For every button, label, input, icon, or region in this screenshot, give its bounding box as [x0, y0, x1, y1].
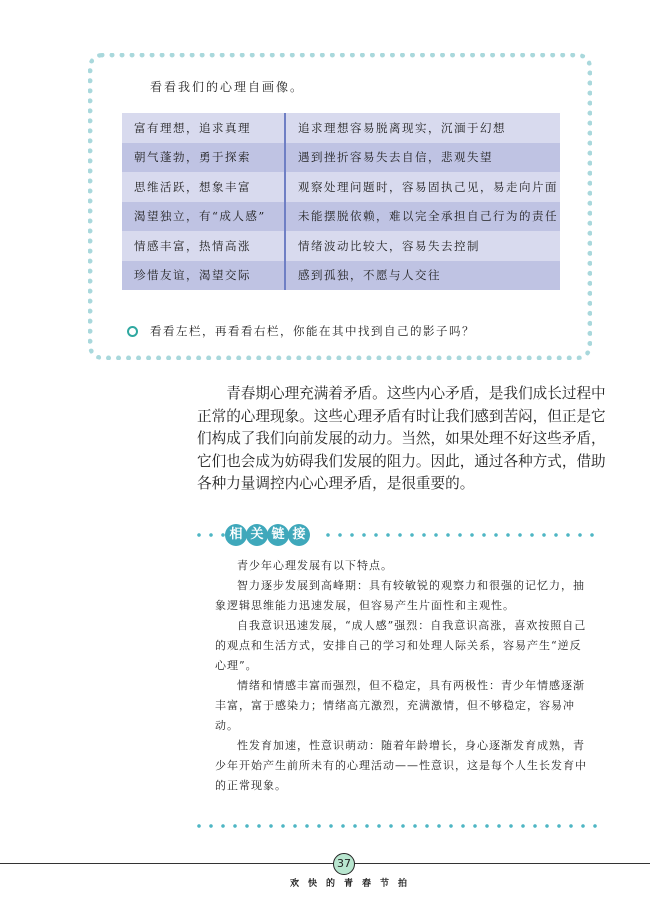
related-links-heading — [225, 524, 309, 546]
table-cell-left: 珍惜友谊，渴望交际 — [122, 261, 285, 291]
reflection-question: 看看左栏，再看看右栏，你能在其中找到自己的影子吗？ — [150, 324, 475, 338]
related-paragraph: 自我意识迅速发展，“成人感”强烈：自我意识高涨，喜欢按照自己的观点和生活方式，安排自己的学习和处理人际关系，容易产生“逆反心理”。 — [215, 619, 587, 672]
table-cell-right: 观察处理问题时，容易固执己见，易走向片面 — [285, 172, 560, 202]
table-row — [122, 202, 560, 232]
table-cell-right: 情绪波动比较大，容易失去控制 — [285, 231, 560, 261]
table-row — [122, 172, 560, 202]
table-row — [122, 113, 560, 143]
table-cell-left: 朝气蓬勃，勇于探索 — [122, 143, 285, 173]
related-paragraph: 青少年心理发展有以下特点。 — [237, 559, 393, 572]
table-cell-right: 未能摆脱依赖，难以完全承担自己行为的责任 — [285, 202, 560, 232]
table-row — [122, 261, 560, 291]
dotted-divider-left — [193, 532, 227, 538]
self-portrait-table — [122, 113, 560, 290]
activity-title: 看看我们的心理自画像。 — [150, 80, 305, 94]
table-cell-right: 感到孤独，不愿与人交往 — [285, 261, 560, 291]
heading-char-badge: 关 — [246, 524, 268, 546]
page-number: 37 — [333, 853, 355, 875]
related-paragraph: 情绪和情感丰富而强烈，但不稳定，具有两极性：青少年情感逐渐丰富，富于感染力；情绪高亢激烈，充满激情，但不够稳定，容易冲动。 — [215, 679, 585, 732]
table-row — [122, 231, 560, 261]
heading-char-badge: 接 — [288, 524, 310, 546]
table-row — [122, 143, 560, 173]
dotted-divider-right — [322, 532, 600, 538]
table-cell-left: 富有理想，追求真理 — [122, 113, 285, 143]
circle-bullet-icon — [127, 326, 138, 337]
heading-char-badge: 链 — [267, 524, 289, 546]
related-links-body — [215, 556, 590, 796]
heading-char-badge: 相 — [225, 524, 247, 546]
footer-book-title: 欢快的青春节拍 — [290, 879, 417, 889]
table-cell-right: 追求理想容易脱离现实，沉湎于幻想 — [285, 113, 560, 143]
body-paragraph: 青春期心理充满着矛盾。这些内心矛盾，是我们成长过程中正常的心理现象。这些心理矛盾有时让我们感到苦闷，但正是它们构成了我们向前发展的动力。当然，如果处理不好这些矛盾，它们也会成为妨碍我们发展的阻力。因此，通过各种方式，借助各种力量调控内心心理矛盾，是很重要的。 — [197, 385, 606, 492]
related-paragraph: 性发育加速，性意识萌动：随着年龄增长，身心逐渐发育成熟，青少年开始产生前所未有的心理活动——性意识，这是每个人生长发育中的正常现象。 — [215, 739, 587, 792]
footer-rule — [0, 863, 650, 864]
table-cell-right: 遇到挫折容易失去自信，悲观失望 — [285, 143, 560, 173]
related-paragraph: 智力逐步发展到高峰期：具有较敏锐的观察力和很强的记忆力，抽象逻辑思维能力迅速发展，但容易产生片面性和主观性。 — [215, 579, 585, 612]
table-cell-left: 情感丰富，热情高涨 — [122, 231, 285, 261]
table-cell-left: 渴望独立，有“成人感” — [122, 202, 285, 232]
table-cell-left: 思维活跃，想象丰富 — [122, 172, 285, 202]
dotted-divider-bottom — [193, 823, 603, 829]
